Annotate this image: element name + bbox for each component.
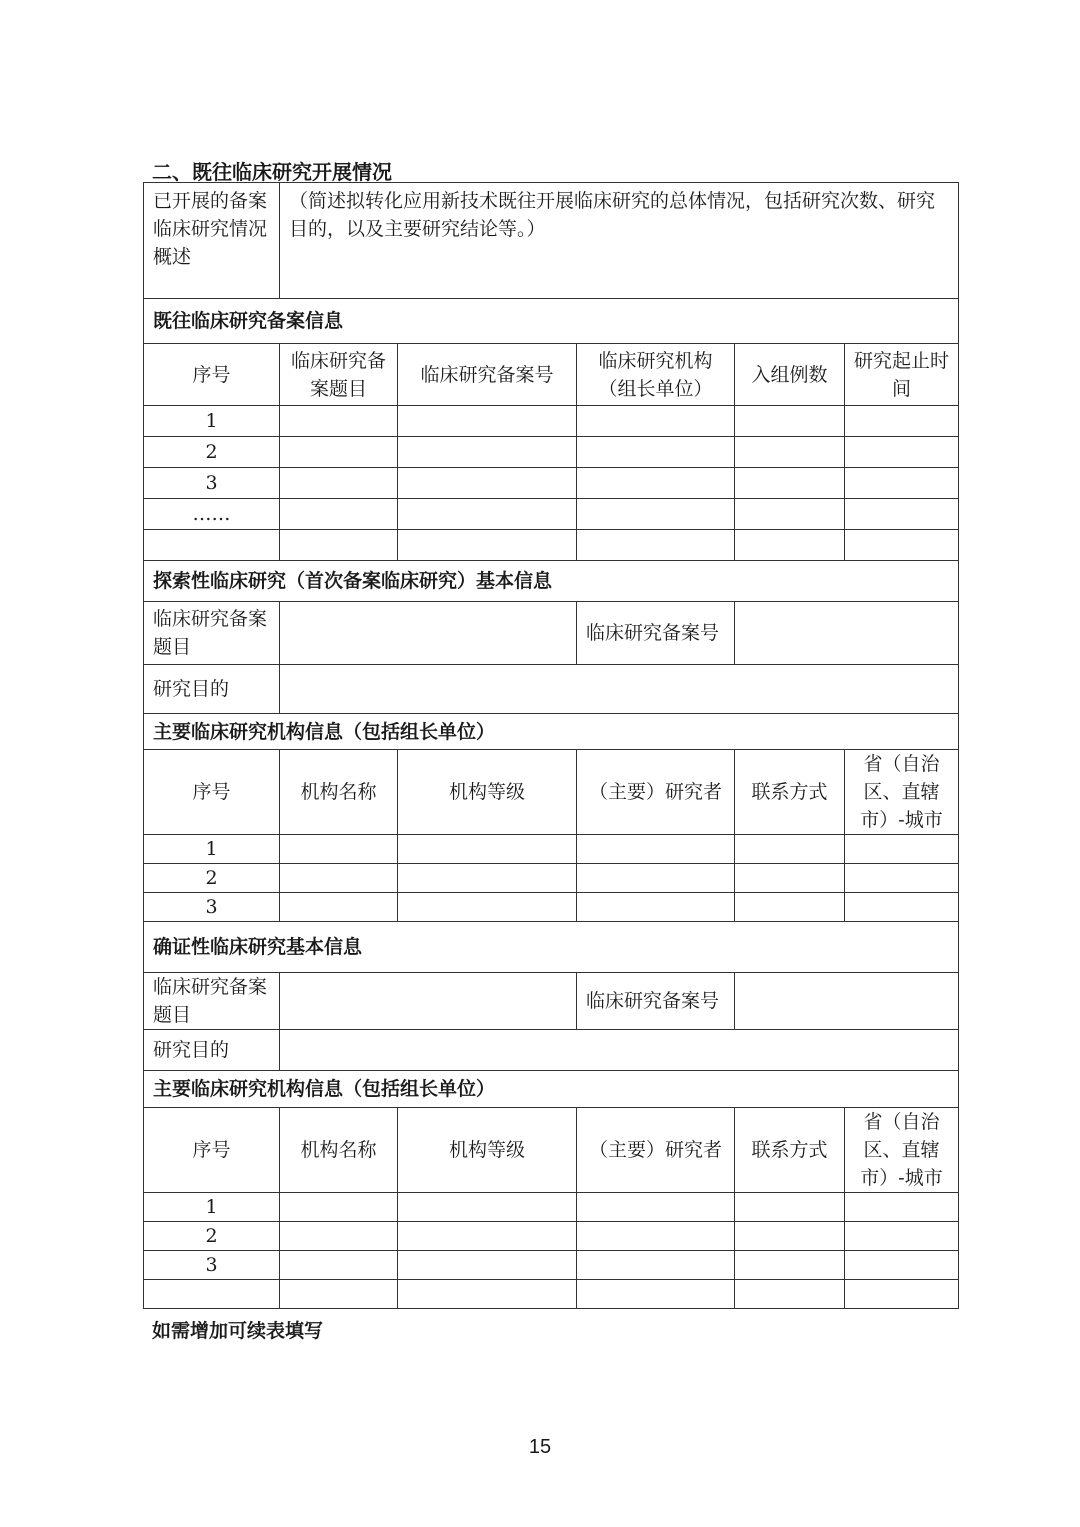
purpose-field[interactable] xyxy=(280,1030,959,1071)
exploratory-title: 探索性临床研究（首次备案临床研究）基本信息 xyxy=(144,561,959,602)
institutions-title: 主要临床研究机构信息（包括组长单位） xyxy=(144,714,959,750)
records-header-row xyxy=(144,344,959,406)
row-index xyxy=(144,1280,280,1309)
blank-cell[interactable] xyxy=(577,406,735,437)
blank-cell[interactable] xyxy=(280,1222,398,1251)
blank-cell[interactable] xyxy=(577,530,735,561)
blank-cell[interactable] xyxy=(577,1280,735,1309)
header-cell: 省（自治区、直辖市）-城市 xyxy=(845,750,959,835)
blank-cell[interactable] xyxy=(735,530,845,561)
header-cell: 研究起止时间 xyxy=(845,344,959,406)
blank-cell[interactable] xyxy=(280,1193,398,1222)
table-row xyxy=(144,1280,959,1309)
blank-cell[interactable] xyxy=(398,1222,577,1251)
blank-cell[interactable] xyxy=(577,864,735,893)
exploratory-institutions-title-row xyxy=(144,714,959,750)
blank-cell[interactable] xyxy=(845,835,959,864)
blank-cell[interactable] xyxy=(735,1251,845,1280)
blank-cell[interactable] xyxy=(398,893,577,922)
table-row xyxy=(144,530,959,561)
header-cell: 序号 xyxy=(144,1108,280,1193)
header-cell: （主要）研究者 xyxy=(577,1108,735,1193)
blank-cell[interactable] xyxy=(398,835,577,864)
overview-row xyxy=(144,183,959,299)
header-cell: 序号 xyxy=(144,750,280,835)
blank-cell[interactable] xyxy=(845,499,959,530)
row-index: 3 xyxy=(144,1251,280,1280)
blank-cell[interactable] xyxy=(280,530,398,561)
blank-cell[interactable] xyxy=(398,864,577,893)
blank-cell[interactable] xyxy=(845,437,959,468)
exploratory-purpose-row xyxy=(144,665,959,714)
header-cell: 机构名称 xyxy=(280,1108,398,1193)
row-index: 2 xyxy=(144,864,280,893)
header-cell: 机构等级 xyxy=(398,1108,577,1193)
institutions-header-row xyxy=(144,750,959,835)
purpose-label: 研究目的 xyxy=(144,665,280,714)
row-index: 3 xyxy=(144,468,280,499)
blank-cell[interactable] xyxy=(845,1251,959,1280)
topic-field[interactable] xyxy=(280,602,577,665)
blank-cell[interactable] xyxy=(577,835,735,864)
row-index: 1 xyxy=(144,835,280,864)
table-row xyxy=(144,1193,959,1222)
blank-cell[interactable] xyxy=(577,893,735,922)
table-row xyxy=(144,1222,959,1251)
blank-cell[interactable] xyxy=(735,1222,845,1251)
blank-cell[interactable] xyxy=(280,499,398,530)
blank-cell[interactable] xyxy=(280,1280,398,1309)
header-cell: 入组例数 xyxy=(735,344,845,406)
purpose-label: 研究目的 xyxy=(144,1030,280,1071)
blank-cell[interactable] xyxy=(577,437,735,468)
blank-cell[interactable] xyxy=(735,1193,845,1222)
overview-label: 已开展的备案临床研究情况概述 xyxy=(144,183,280,299)
blank-cell[interactable] xyxy=(735,1280,845,1309)
number-label: 临床研究备案号 xyxy=(577,973,735,1030)
header-cell: 机构等级 xyxy=(398,750,577,835)
confirmatory-title-row xyxy=(144,922,959,973)
blank-cell[interactable] xyxy=(280,893,398,922)
clinical-research-table xyxy=(143,182,959,1309)
header-cell: 机构名称 xyxy=(280,750,398,835)
blank-cell[interactable] xyxy=(280,437,398,468)
table-row xyxy=(144,835,959,864)
blank-cell[interactable] xyxy=(845,893,959,922)
confirmatory-purpose-row xyxy=(144,1030,959,1071)
row-index: 1 xyxy=(144,1193,280,1222)
table-row xyxy=(144,864,959,893)
header-cell: 联系方式 xyxy=(735,1108,845,1193)
table-row xyxy=(144,468,959,499)
blank-cell[interactable] xyxy=(280,406,398,437)
topic-label: 临床研究备案题目 xyxy=(144,602,280,665)
blank-cell[interactable] xyxy=(280,468,398,499)
blank-cell[interactable] xyxy=(577,1251,735,1280)
header-cell: 联系方式 xyxy=(735,750,845,835)
blank-cell[interactable] xyxy=(735,893,845,922)
confirmatory-title: 确证性临床研究基本信息 xyxy=(144,922,959,973)
blank-cell[interactable] xyxy=(398,1251,577,1280)
blank-cell[interactable] xyxy=(735,437,845,468)
blank-cell[interactable] xyxy=(577,1222,735,1251)
page-number: 15 xyxy=(528,1436,552,1458)
blank-cell[interactable] xyxy=(735,499,845,530)
header-cell: （主要）研究者 xyxy=(577,750,735,835)
header-cell: 省（自治区、直辖市）-城市 xyxy=(845,1108,959,1193)
blank-cell[interactable] xyxy=(577,1193,735,1222)
number-field[interactable] xyxy=(735,973,959,1030)
blank-cell[interactable] xyxy=(577,468,735,499)
blank-cell[interactable] xyxy=(280,1251,398,1280)
table-row xyxy=(144,437,959,468)
table-row xyxy=(144,406,959,437)
blank-cell[interactable] xyxy=(398,1280,577,1309)
confirmatory-topic-row xyxy=(144,973,959,1030)
exploratory-topic-row xyxy=(144,602,959,665)
number-label: 临床研究备案号 xyxy=(577,602,735,665)
blank-cell[interactable] xyxy=(845,406,959,437)
table-row xyxy=(144,499,959,530)
records-title: 既往临床研究备案信息 xyxy=(144,299,959,344)
blank-cell[interactable] xyxy=(398,1193,577,1222)
topic-field[interactable] xyxy=(280,973,577,1030)
blank-cell[interactable] xyxy=(735,835,845,864)
row-index: 3 xyxy=(144,893,280,922)
blank-cell[interactable] xyxy=(398,468,577,499)
blank-cell[interactable] xyxy=(398,499,577,530)
number-field[interactable] xyxy=(735,602,959,665)
records-title-row xyxy=(144,299,959,344)
header-cell: 临床研究备案号 xyxy=(398,344,577,406)
row-index: 2 xyxy=(144,437,280,468)
blank-cell[interactable] xyxy=(735,864,845,893)
section-heading: 二、既往临床研究开展情况 xyxy=(152,160,392,184)
exploratory-title-row xyxy=(144,561,959,602)
row-index: 1 xyxy=(144,406,280,437)
institutions-header-row xyxy=(144,1108,959,1193)
header-cell: 临床研究机构（组长单位） xyxy=(577,344,735,406)
row-index: …… xyxy=(144,499,280,530)
table-row xyxy=(144,1251,959,1280)
blank-cell[interactable] xyxy=(845,530,959,561)
blank-cell[interactable] xyxy=(845,1193,959,1222)
blank-cell[interactable] xyxy=(398,437,577,468)
header-cell: 临床研究备案题目 xyxy=(280,344,398,406)
blank-cell[interactable] xyxy=(280,835,398,864)
purpose-field[interactable] xyxy=(280,665,959,714)
row-index xyxy=(144,530,280,561)
blank-cell[interactable] xyxy=(845,1280,959,1309)
header-cell: 序号 xyxy=(144,344,280,406)
table-row xyxy=(144,893,959,922)
footer-note: 如需增加可续表填写 xyxy=(152,1320,324,1342)
blank-cell[interactable] xyxy=(735,468,845,499)
blank-cell[interactable] xyxy=(845,1222,959,1251)
topic-label: 临床研究备案题目 xyxy=(144,973,280,1030)
row-index: 2 xyxy=(144,1222,280,1251)
blank-cell[interactable] xyxy=(280,864,398,893)
blank-cell[interactable] xyxy=(398,406,577,437)
blank-cell[interactable] xyxy=(845,864,959,893)
blank-cell[interactable] xyxy=(398,530,577,561)
blank-cell[interactable] xyxy=(577,499,735,530)
overview-hint[interactable]: （简述拟转化应用新技术既往开展临床研究的总体情况，包括研究次数、研究目的，以及主要研究结论等。） xyxy=(280,183,959,299)
blank-cell[interactable] xyxy=(845,468,959,499)
confirmatory-institutions-title-row xyxy=(144,1071,959,1108)
blank-cell[interactable] xyxy=(735,406,845,437)
institutions-title: 主要临床研究机构信息（包括组长单位） xyxy=(144,1071,959,1108)
